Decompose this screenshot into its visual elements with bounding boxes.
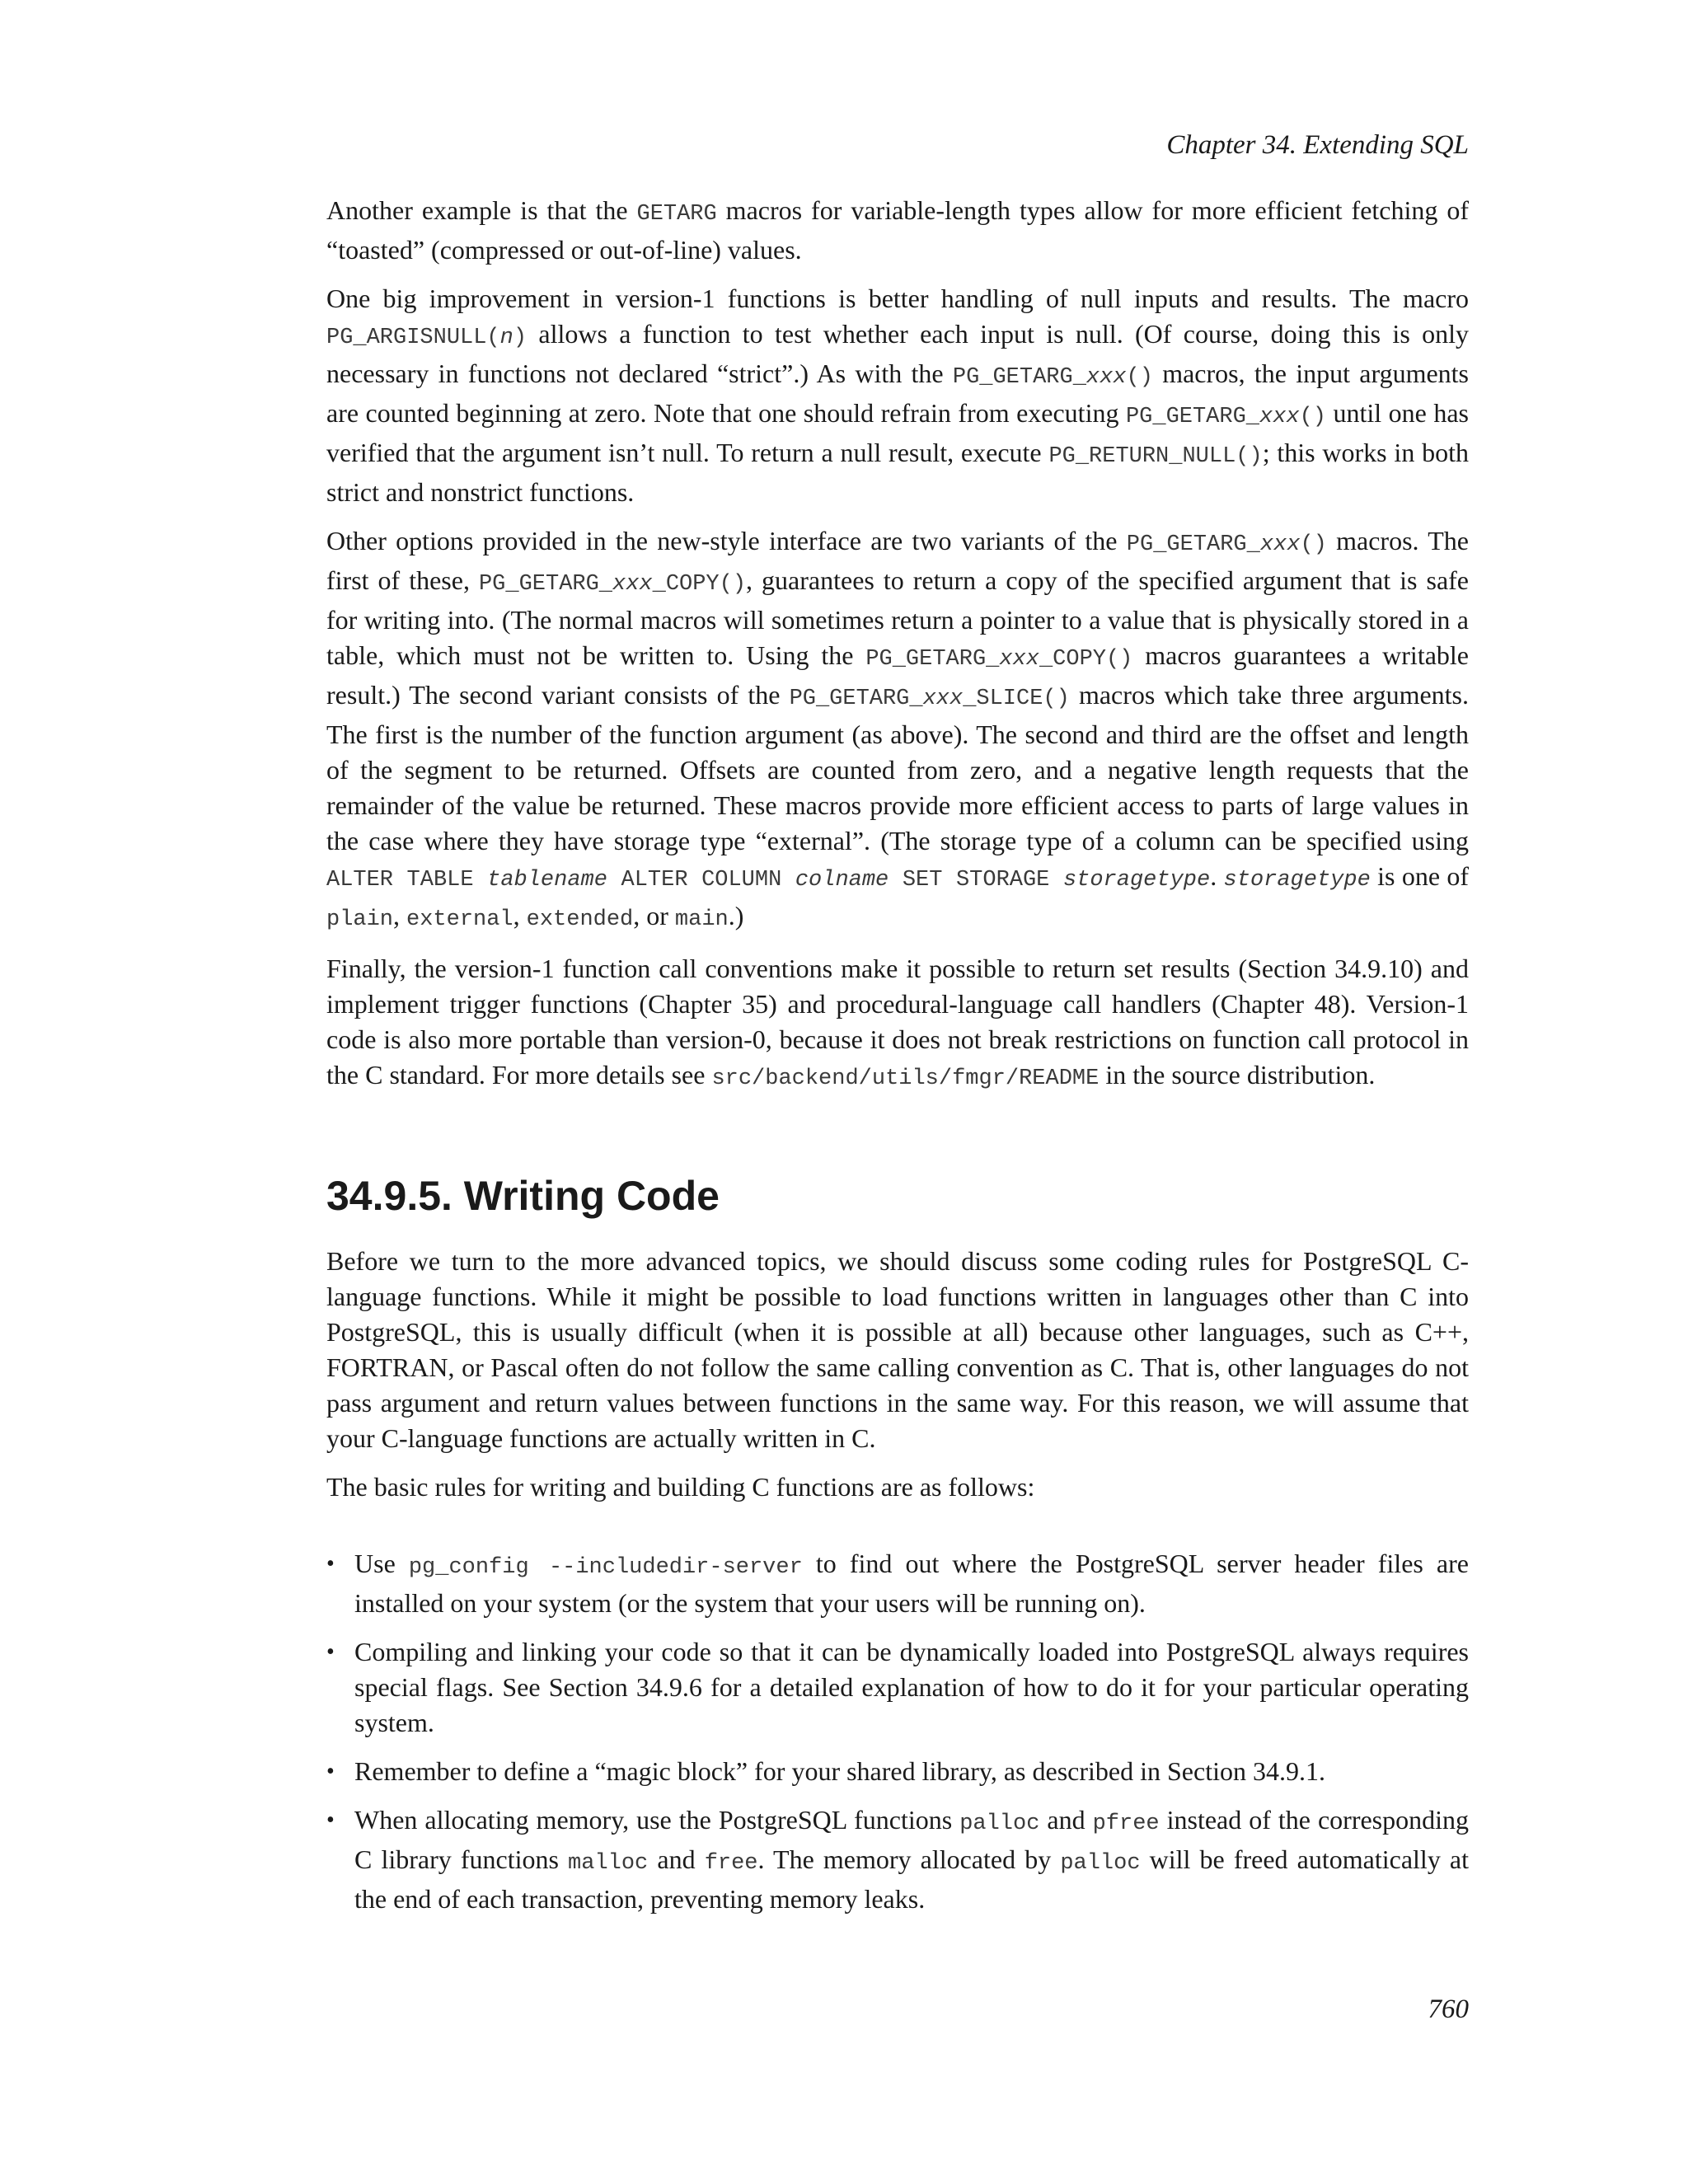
text-run: instead of the corresponding C library functions <box>354 1805 1470 1874</box>
code-param: xxx <box>999 647 1039 672</box>
code-extended: extended <box>526 907 634 932</box>
code-pg-getarg-xxx <box>1127 532 1327 557</box>
code-external: external <box>406 907 513 932</box>
text-run: macros. The first of these, <box>326 526 1470 595</box>
text-run: . The memory allocated by <box>757 1844 1061 1874</box>
code-param: colname <box>795 868 889 893</box>
code-part: SET STORAGE <box>889 868 1063 893</box>
text-run: allows a function to test whether each input is null. (Of course, doing this is only necessary in functions not declared “strict”.) As with the <box>326 319 1469 388</box>
paragraph-writing-code-intro: Before we turn to the more advanced topics, we should discuss some coding rules for PostgreSQL C-language functions. While it might be possible to load functions written in languages other than C into PostgreSQL, this is usually difficult (when it is possible at all) because other languages, such as C++, FORTRAN, or Pascal often do not follow the same calling convention as C. That is, other languages do not pass argument and return values between functions in the same way. For this reason, we will assume that your C-language functions are actually written in C. <box>326 1246 1469 1453</box>
code-part: () <box>1126 365 1153 390</box>
text-run: Finally, the version-1 function call conventions make it possible to return set results (Section 34.9.10) and implement trigger functions (Chapter 35) and procedural-language call handlers (Chapter 48). Version-1 code is also more portable than version-0, because it does not break restrictions on function call protocol in the C standard. For more details see <box>326 954 1469 1090</box>
rules-list <box>326 1546 1469 1917</box>
paragraph-getarg-toasted <box>326 193 1469 268</box>
code-pg-config: pg_config --includedir-server <box>408 1555 803 1580</box>
code-malloc: malloc <box>568 1851 649 1876</box>
code-getarg: GETARG <box>636 202 717 227</box>
section-heading: 34.9.5. Writing Code <box>326 1173 720 1219</box>
code-param: xxx <box>1085 365 1127 390</box>
code-storagetype: storagetype <box>1223 868 1371 893</box>
code-part: PG_GETARG_ <box>478 572 613 597</box>
text-run: . <box>1210 861 1224 891</box>
code-palloc: palloc <box>1060 1851 1141 1876</box>
code-param: xxx <box>1259 405 1300 429</box>
code-pg-argisnull <box>326 326 527 350</box>
code-part: ALTER COLUMN <box>607 868 795 893</box>
code-part: _COPY() <box>652 572 747 597</box>
code-part: ALTER TABLE <box>326 868 488 893</box>
paragraph-null-handling <box>326 281 1469 510</box>
code-part: PG_GETARG_ <box>865 647 1000 672</box>
code-param: xxx <box>612 572 653 597</box>
text-run: .) <box>728 901 744 930</box>
text-run: is one of <box>1370 861 1470 891</box>
bullet-icon: • <box>326 1807 335 1833</box>
text-run: and <box>648 1844 705 1874</box>
code-readme-path: src/backend/utils/fmgr/README <box>711 1066 1100 1091</box>
code-param: n <box>499 326 513 350</box>
code-pg-getarg-xxx <box>953 365 1153 390</box>
text-run: Remember to define a “magic block” for your shared library, as described in Section 34.9.1. <box>354 1756 1325 1786</box>
text-run: macros guarantees a writable result.) The second variant consists of the <box>326 640 1470 710</box>
text-run: to find out where the PostgreSQL server header files are installed on your system (or the system that your users will be running on). <box>354 1549 1469 1618</box>
code-param: xxx <box>1259 532 1301 557</box>
bullet-icon: • <box>326 1551 335 1577</box>
text-run: and <box>1039 1805 1093 1835</box>
code-part: () <box>1300 532 1327 557</box>
code-main: main <box>674 907 729 932</box>
code-part: PG_GETARG_ <box>1125 405 1259 429</box>
document-body <box>326 193 1469 1930</box>
code-plain: plain <box>326 907 394 932</box>
code-param: tablename <box>487 868 607 893</box>
bullet-icon: • <box>326 1639 335 1665</box>
paragraph-getarg-variants <box>326 523 1469 938</box>
text-run: ; this works in both strict and nonstrict functions. <box>326 438 1470 507</box>
code-pg-getarg-xxx-copy <box>479 572 746 597</box>
text-run: , <box>393 901 407 930</box>
code-part: ) <box>513 326 528 350</box>
code-param: xxx <box>922 687 964 711</box>
code-pg-getarg-xxx <box>1126 405 1326 429</box>
code-free: free <box>704 1851 758 1876</box>
text-run: One big improvement in version-1 functions is better handling of null inputs and results. The macro <box>326 284 1469 313</box>
text-run: , <box>513 901 527 930</box>
running-header: Chapter 34. Extending SQL <box>1166 130 1469 160</box>
text-run: Another example is that the <box>326 195 637 225</box>
code-pg-getarg-xxx-slice <box>790 687 1070 711</box>
code-pg-getarg-xxx-copy <box>865 647 1132 672</box>
code-part: PG_GETARG_ <box>952 365 1086 390</box>
list-item <box>326 1754 1469 1789</box>
code-part: () <box>1299 405 1327 429</box>
paragraph-rules-lead: The basic rules for writing and building C functions are as follows: <box>326 1472 1035 1502</box>
code-part: PG_GETARG_ <box>1126 532 1260 557</box>
code-part: PG_GETARG_ <box>789 687 923 711</box>
text-run: , guarantees to return a copy of the specified argument that is safe for writing into. (The normal macros will sometimes return a pointer to a value that is physically stored in a table, which must not be written to. Using the <box>326 565 1470 670</box>
text-run: Other options provided in the new-style interface are two variants of the <box>326 526 1127 555</box>
code-palloc: palloc <box>959 1811 1040 1836</box>
code-param: storagetype <box>1062 868 1211 893</box>
text-run: macros, the input arguments are counted beginning at zero. Note that one should refrain from executing <box>326 359 1470 428</box>
text-run: When allocating memory, use the PostgreSQL functions <box>354 1805 960 1835</box>
code-part: PG_ARGISNULL( <box>326 326 500 350</box>
text-run: Use <box>354 1549 409 1578</box>
text-run: will be freed automatically at the end of each transaction, preventing memory leaks. <box>354 1844 1470 1914</box>
code-alter-table-storage <box>326 868 1210 893</box>
text-run: until one has verified that the argument isn’t null. To return a null result, execute <box>326 398 1470 467</box>
list-item <box>326 1546 1469 1621</box>
text-run: in the source distribution. <box>1099 1060 1376 1090</box>
text-run: Compiling and linking your code so that it can be dynamically loaded into PostgreSQL always requires special flags. See Section 34.9.6 for a detailed explanation of how to do it for your particular operating system. <box>354 1637 1469 1737</box>
text-run: macros which take three arguments. The first is the number of the function argument (as above). The second and third are the offset and length of the segment to be returned. Offsets are counted from zero, and a negative length requests that the remainder of the value be returned. These macros provide more efficient access to parts of large values in the case where they have storage type “external”. (The storage type of a column can be specified using <box>326 680 1470 855</box>
text-run: macros for variable-length types allow for more efficient fetching of “toasted” (compressed or out-of-line) values. <box>326 195 1469 265</box>
bullet-icon: • <box>326 1759 335 1784</box>
code-part: _COPY() <box>1039 647 1133 672</box>
page-number: 760 <box>1428 1994 1469 2024</box>
list-item <box>326 1802 1469 1917</box>
list-item <box>326 1634 1469 1741</box>
paragraph-version1-conventions <box>326 951 1469 1097</box>
text-run: , or <box>633 901 675 930</box>
code-pg-return-null: PG_RETURN_NULL() <box>1048 444 1263 469</box>
code-pfree: pfree <box>1092 1811 1160 1836</box>
code-part: _SLICE() <box>963 687 1070 711</box>
